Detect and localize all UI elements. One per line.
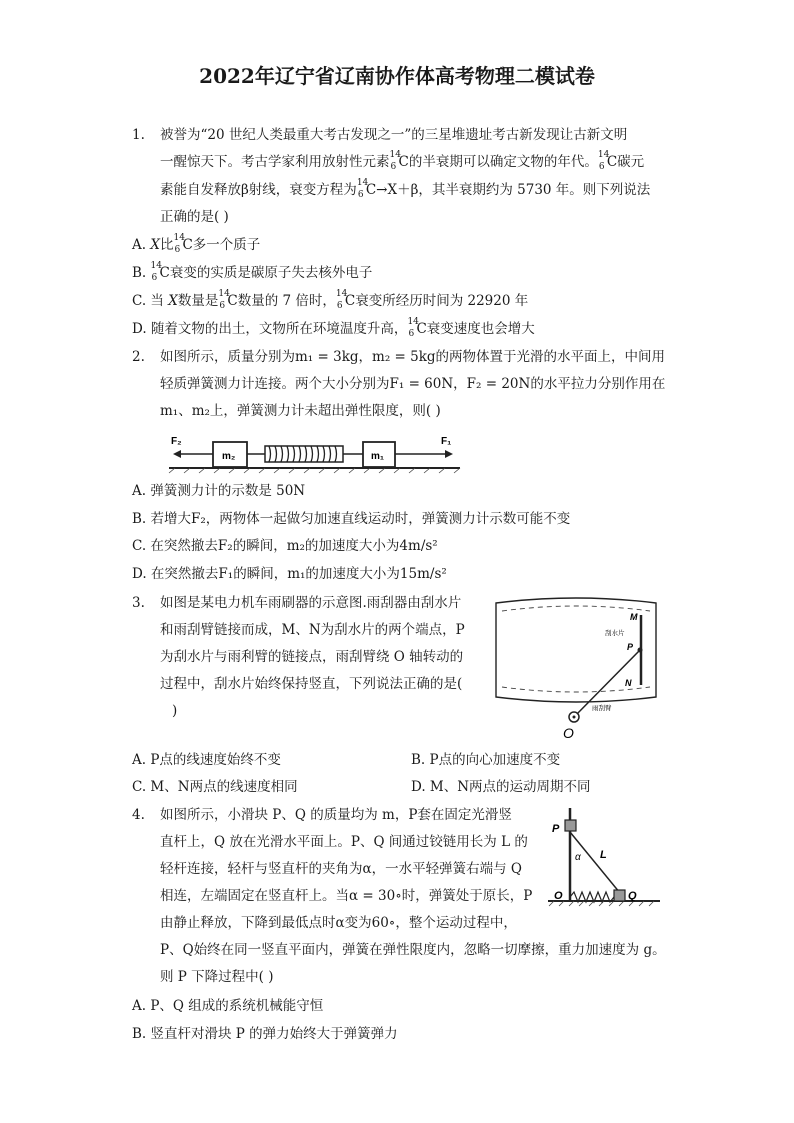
q3-option-b: B. P点的向心加速度不变: [411, 752, 561, 768]
q2-number: 2.: [132, 349, 145, 365]
q1-option-a: A. X比 14 6 C多一个质子: [132, 233, 261, 255]
q2-option-a: A. 弹簧测力计的示数是 50N: [132, 483, 306, 499]
q3-stem-line5: ): [172, 703, 178, 719]
carbon-isotope: 14 6: [389, 150, 401, 172]
point-o-label: O: [554, 890, 563, 902]
carbon-isotope: 14 6: [173, 233, 185, 255]
point-m-label: M: [630, 612, 638, 622]
point-p-label: P: [627, 642, 634, 652]
q3-stem-line4: 过程中，刮水片始终保持竖直，下列说法正确的是(: [160, 676, 463, 692]
q1-stem-line4: 正确的是( ): [160, 209, 229, 225]
q2-stem-line2: 轻质弹簧测力计连接。两个大小分别为F₁ = 60N，F₂ = 20N的水平拉力分别作用在: [160, 376, 666, 392]
slider-q-label: Q: [628, 890, 637, 902]
wiper-arm-label: 雨刮臂: [592, 705, 612, 712]
q2-stem-line1: 如图所示，质量分别为m₁ = 3kg，m₂ = 5kg的两物体置于光滑的水平面上，中间用: [160, 349, 666, 365]
q4-stem-line3: 轻杆连接，轻杆与竖直杆的夹角为α，一水平轻弹簧右端与 Q: [160, 861, 522, 877]
q1-option-c: C. 当 X数量是 14 6 C数量的 7 倍时， 14 6 C衰变所经历时间为 22920 年: [132, 289, 529, 311]
slider-p: [565, 820, 576, 831]
angle-alpha-label: α: [575, 852, 581, 863]
f2-arrowhead: [173, 450, 181, 458]
q1-option-d: D. 随着文物的出土，文物所在环境温度升高， 14 6 C衰变速度也会增大: [132, 317, 535, 339]
q1-option-b: B. 14 6 C衰变的实质是碳原子失去核外电子: [132, 261, 373, 283]
q1-number: 1.: [132, 127, 145, 143]
q2-figure: [165, 428, 465, 474]
q2-stem-line3: m₁、m₂上，弹簧测力计未超出弹性限度，则( ): [160, 403, 441, 419]
q3-stem-line2: 和雨刮臂链接而成，M、N为刮水片的两个端点，P: [160, 622, 465, 638]
q3-stem-line1: 如图是某电力机车雨刷器的示意图.雨刮器由刮水片: [160, 595, 462, 611]
q4-figure: [540, 800, 664, 915]
q4-stem-line4: 相连，左端固定在竖直杆上。当α = 30∘时，弹簧处于原长，P: [160, 888, 533, 904]
q3-option-a: A. P点的线速度始终不变: [132, 752, 281, 768]
carbon-isotope: 14 6: [356, 178, 369, 200]
wiper-blade-label: 刮水片: [605, 630, 625, 637]
f2-label: F₂: [171, 436, 182, 447]
q3-option-c: C. M、N两点的线速度相同: [132, 779, 298, 795]
q4-stem-line7: 则 P 下降过程中( ): [160, 969, 274, 985]
carbon-isotope: 14 6: [335, 289, 348, 311]
sweep-arc-top: [502, 606, 650, 611]
q4-stem-line6: P、Q始终在同一竖直平面内，弹簧在弹性限度内，忽略一切摩擦，重力加速度为 g。: [160, 942, 666, 958]
q4-option-a: A. P、Q 组成的系统机械能守恒: [132, 998, 324, 1014]
carbon-isotope: 14 6: [218, 289, 230, 311]
carbon-isotope: 14 6: [150, 261, 162, 283]
q2-option-d: D. 在突然撤去F₁的瞬间，m₁的加速度大小为15m/s²: [132, 566, 447, 582]
carbon-isotope: 14 6: [597, 150, 610, 172]
pivot-p: [638, 648, 643, 653]
slider-q: [614, 890, 625, 901]
q4-stem-line5: 由静止释放，下降到最低点时α变为60∘，整个运动过程中，: [160, 915, 517, 931]
point-n-label: N: [625, 678, 632, 688]
q4-number: 4.: [132, 807, 145, 823]
m1-label: m₁: [371, 451, 385, 462]
f1-label: F₁: [441, 436, 452, 447]
q2-option-b: B. 若增大F₂，两物体一起做匀加速直线运动时，弹簧测力计示数可能不变: [132, 511, 571, 527]
f1-arrowhead: [445, 450, 453, 458]
q3-option-d: D. M、N两点的运动周期不同: [411, 779, 591, 795]
q2-option-c: C. 在突然撤去F₂的瞬间，m₂的加速度大小为4m/s²: [132, 538, 438, 554]
q4-option-b: B. 竖直杆对滑块 P 的弹力始终大于弹簧弹力: [132, 1026, 398, 1042]
q4-stem-line2: 直杆上，Q 放在光滑水平面上。P、Q 间通过铰链用长为 L 的: [160, 834, 528, 850]
q1-stem-line1: 被誉为“20 世纪人类最重大考古发现之一”的三星堆遗址考古新发现让古新文明: [160, 127, 628, 143]
q3-figure: [488, 595, 668, 745]
slider-p-label: P: [552, 823, 560, 835]
q1-stem-line2: 一醒惊天下。考古学家利用放射性元素 14 6 C的半衰期可以确定文物的年代。 14 6 C碳元: [160, 150, 645, 172]
page-title: 2022年辽宁省辽南协作体高考物理二模试卷: [199, 64, 595, 88]
q3-stem-line3: 为刮水片与雨利臂的链接点，雨刮臂绕 O 轴转动的: [160, 649, 464, 665]
m2-label: m₂: [222, 451, 236, 462]
point-o-label: O: [563, 725, 574, 741]
rod-length-label: L: [600, 849, 607, 861]
q3-number: 3.: [132, 595, 145, 611]
q1-stem-line3: 素能自发释放β射线，衰变方程为 14 6 C→X＋β，其半衰期约为 5730 年。则下列说法: [160, 178, 651, 200]
q4-stem-line1: 如图所示，小滑块 P、Q 的质量均为 m，P套在固定光滑竖: [160, 807, 512, 823]
carbon-isotope: 14 6: [407, 317, 419, 339]
